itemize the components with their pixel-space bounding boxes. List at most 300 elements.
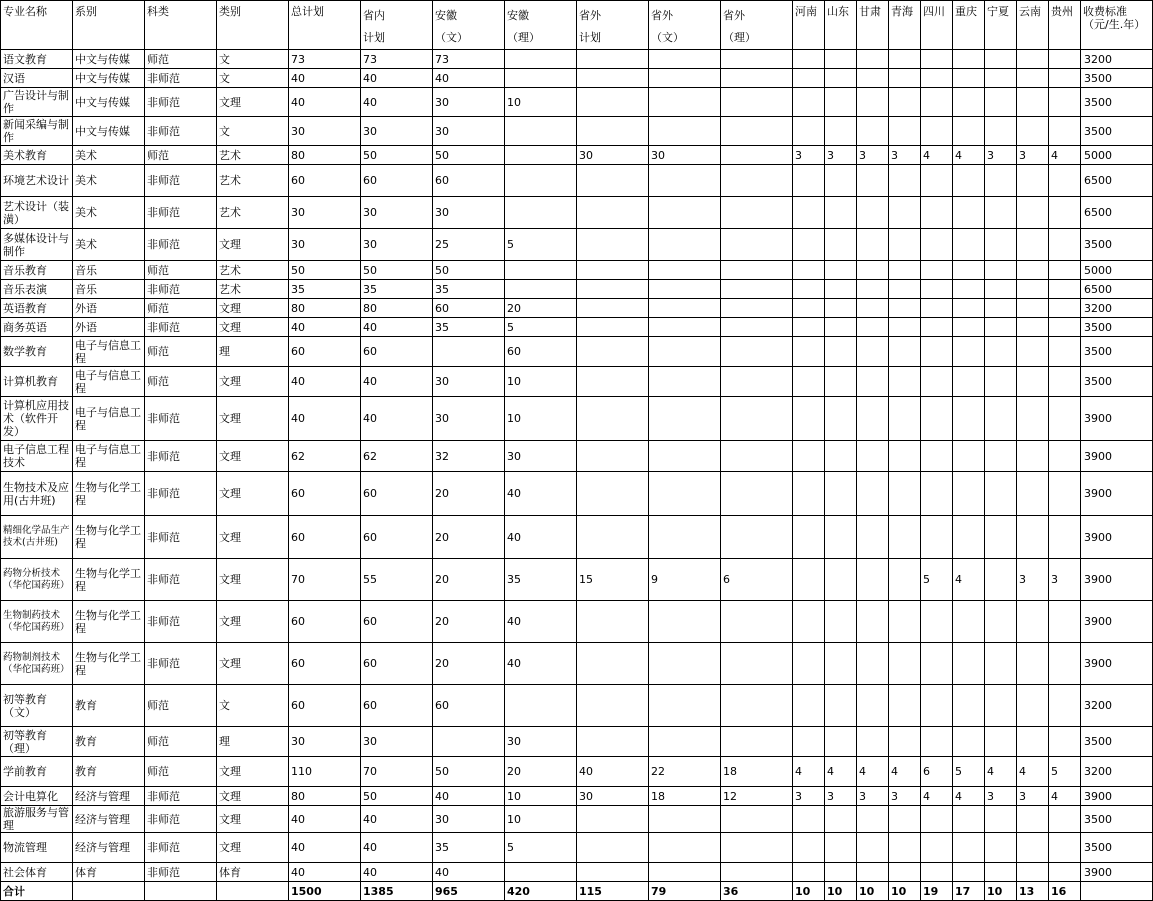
cell-major-name: 旅游服务与管理 (1, 806, 73, 833)
cell-sichuan (921, 833, 953, 863)
cell-out-province-plan: 40 (577, 757, 649, 787)
cell-major-name: 美术教育 (1, 146, 73, 165)
cell-gansu (857, 727, 889, 757)
cell-department: 教育 (73, 757, 145, 787)
cell-shandong (825, 643, 857, 685)
table-row (1, 601, 1153, 643)
cell-guizhou (1049, 727, 1081, 757)
cell-major-name: 生物技术及应用(古井班) (1, 472, 73, 516)
cell-out-province-arts (649, 165, 721, 197)
cell-yunnan (1017, 516, 1049, 559)
cell-program-type: 师范 (145, 337, 217, 367)
cell-gansu (857, 197, 889, 229)
cell-anhui-science (505, 50, 577, 69)
cell-chongqing (953, 50, 985, 69)
cell-anhui-arts: 30 (433, 806, 505, 833)
cell-category: 文 (217, 50, 289, 69)
cell-tuition-fee: 3900 (1081, 787, 1153, 806)
cell-category: 文理 (217, 367, 289, 397)
cell-yunnan (1017, 88, 1049, 117)
cell-gansu (857, 559, 889, 601)
cell-shandong (825, 516, 857, 559)
table-row (1, 50, 1153, 69)
cell-chongqing (953, 441, 985, 472)
cell-gansu (857, 833, 889, 863)
cell-total-plan: 40 (289, 367, 361, 397)
cell-shandong (825, 318, 857, 337)
cell-out-province-plan: 30 (577, 146, 649, 165)
cell-category (217, 882, 289, 901)
cell-major-name: 英语教育 (1, 299, 73, 318)
cell-shandong (825, 601, 857, 643)
cell-in-province-plan: 80 (361, 299, 433, 318)
cell-shandong (825, 833, 857, 863)
cell-henan (793, 50, 825, 69)
cell-tuition-fee: 3900 (1081, 643, 1153, 685)
cell-guizhou (1049, 299, 1081, 318)
cell-program-type: 非师范 (145, 472, 217, 516)
cell-department: 音乐 (73, 280, 145, 299)
header-text: 专业名称 (3, 5, 47, 18)
cell-tuition-fee: 3500 (1081, 727, 1153, 757)
cell-tuition-fee: 3500 (1081, 806, 1153, 833)
cell-program-type: 非师范 (145, 559, 217, 601)
cell-sichuan (921, 472, 953, 516)
cell-tuition-fee: 3900 (1081, 516, 1153, 559)
cell-major-name: 合计 (1, 882, 73, 901)
table-row (1, 337, 1153, 367)
cell-out-province-plan (577, 643, 649, 685)
header-in-province-plan (361, 1, 433, 50)
cell-chongqing (953, 685, 985, 727)
cell-sichuan: 19 (921, 882, 953, 901)
header-text: 计划 (579, 31, 601, 44)
cell-gansu (857, 69, 889, 88)
cell-guizhou (1049, 516, 1081, 559)
cell-out-province-arts: 9 (649, 559, 721, 601)
cell-chongqing (953, 165, 985, 197)
cell-total-plan: 40 (289, 318, 361, 337)
header-text: （理） (507, 31, 540, 44)
cell-ningxia (985, 117, 1017, 146)
cell-out-province-arts (649, 280, 721, 299)
cell-henan (793, 280, 825, 299)
cell-henan (793, 229, 825, 261)
cell-out-province-arts (649, 472, 721, 516)
cell-yunnan: 4 (1017, 757, 1049, 787)
cell-program-type: 非师范 (145, 165, 217, 197)
cell-shandong (825, 806, 857, 833)
cell-gansu (857, 117, 889, 146)
cell-shandong (825, 229, 857, 261)
cell-anhui-arts: 20 (433, 516, 505, 559)
cell-guizhou: 4 (1049, 787, 1081, 806)
header-text: 山东 (827, 5, 849, 18)
cell-out-province-plan (577, 833, 649, 863)
cell-anhui-arts: 965 (433, 882, 505, 901)
cell-guizhou (1049, 685, 1081, 727)
cell-out-province-arts (649, 88, 721, 117)
cell-sichuan (921, 441, 953, 472)
cell-total-plan: 60 (289, 516, 361, 559)
cell-anhui-science: 40 (505, 643, 577, 685)
cell-in-province-plan: 60 (361, 601, 433, 643)
cell-gansu (857, 261, 889, 280)
cell-anhui-science (505, 197, 577, 229)
cell-out-province-plan (577, 516, 649, 559)
cell-yunnan (1017, 337, 1049, 367)
cell-sichuan (921, 397, 953, 441)
cell-in-province-plan: 30 (361, 117, 433, 146)
cell-guizhou (1049, 472, 1081, 516)
cell-shandong (825, 397, 857, 441)
cell-yunnan (1017, 806, 1049, 833)
cell-department: 经济与管理 (73, 806, 145, 833)
cell-out-province-science (721, 685, 793, 727)
cell-guizhou: 4 (1049, 146, 1081, 165)
cell-anhui-arts: 30 (433, 88, 505, 117)
cell-sichuan (921, 299, 953, 318)
cell-chongqing (953, 69, 985, 88)
cell-program-type: 非师范 (145, 441, 217, 472)
cell-out-province-arts (649, 441, 721, 472)
header-text: 类别 (219, 5, 241, 18)
cell-shandong (825, 280, 857, 299)
header-text: （理） (723, 31, 756, 44)
cell-program-type: 非师范 (145, 787, 217, 806)
header-text: 省外 (651, 9, 673, 22)
cell-out-province-plan (577, 280, 649, 299)
cell-in-province-plan: 55 (361, 559, 433, 601)
cell-department: 经济与管理 (73, 833, 145, 863)
cell-anhui-science: 10 (505, 367, 577, 397)
cell-out-province-science (721, 516, 793, 559)
cell-department: 美术 (73, 197, 145, 229)
cell-guizhou: 5 (1049, 757, 1081, 787)
cell-ningxia (985, 88, 1017, 117)
cell-in-province-plan: 30 (361, 727, 433, 757)
cell-tuition-fee: 3900 (1081, 863, 1153, 882)
cell-category: 文 (217, 69, 289, 88)
cell-out-province-science: 6 (721, 559, 793, 601)
cell-out-province-arts (649, 69, 721, 88)
cell-anhui-arts: 20 (433, 601, 505, 643)
cell-yunnan (1017, 601, 1049, 643)
cell-anhui-arts: 30 (433, 197, 505, 229)
cell-henan (793, 261, 825, 280)
cell-department: 电子与信息工程 (73, 337, 145, 367)
cell-gansu (857, 441, 889, 472)
cell-major-name: 商务英语 (1, 318, 73, 337)
cell-out-province-science (721, 472, 793, 516)
header-text: 省外 (579, 9, 601, 22)
cell-out-province-science (721, 69, 793, 88)
cell-out-province-arts (649, 318, 721, 337)
cell-department: 美术 (73, 229, 145, 261)
cell-category: 文理 (217, 516, 289, 559)
cell-tuition-fee: 3900 (1081, 472, 1153, 516)
cell-category: 文理 (217, 601, 289, 643)
cell-gansu: 4 (857, 757, 889, 787)
cell-chongqing (953, 397, 985, 441)
table-row (1, 757, 1153, 787)
cell-gansu (857, 50, 889, 69)
table-row (1, 441, 1153, 472)
cell-total-plan: 40 (289, 863, 361, 882)
cell-ningxia (985, 299, 1017, 318)
cell-anhui-arts (433, 337, 505, 367)
cell-anhui-science (505, 165, 577, 197)
cell-ningxia (985, 197, 1017, 229)
cell-tuition-fee: 3900 (1081, 601, 1153, 643)
cell-chongqing (953, 117, 985, 146)
cell-tuition-fee: 3900 (1081, 441, 1153, 472)
cell-anhui-arts: 60 (433, 685, 505, 727)
cell-shandong (825, 165, 857, 197)
cell-sichuan (921, 88, 953, 117)
cell-out-province-arts (649, 367, 721, 397)
cell-program-type: 非师范 (145, 229, 217, 261)
cell-department: 音乐 (73, 261, 145, 280)
cell-department (73, 882, 145, 901)
cell-anhui-arts: 50 (433, 261, 505, 280)
cell-total-plan: 40 (289, 806, 361, 833)
cell-anhui-science: 20 (505, 757, 577, 787)
cell-gansu (857, 397, 889, 441)
cell-sichuan (921, 280, 953, 299)
cell-gansu (857, 367, 889, 397)
cell-guizhou (1049, 806, 1081, 833)
cell-sichuan (921, 165, 953, 197)
cell-total-plan: 110 (289, 757, 361, 787)
cell-in-province-plan: 70 (361, 757, 433, 787)
cell-henan (793, 337, 825, 367)
cell-out-province-plan (577, 165, 649, 197)
cell-anhui-science (505, 69, 577, 88)
cell-out-province-science (721, 643, 793, 685)
header-gansu (857, 1, 889, 50)
cell-shandong: 10 (825, 882, 857, 901)
cell-yunnan: 3 (1017, 787, 1049, 806)
cell-out-province-plan (577, 601, 649, 643)
cell-major-name: 数学教育 (1, 337, 73, 367)
total-row (1, 882, 1153, 901)
header-shandong (825, 1, 857, 50)
cell-ningxia (985, 472, 1017, 516)
cell-category: 艺术 (217, 280, 289, 299)
cell-shandong (825, 863, 857, 882)
table-row (1, 367, 1153, 397)
cell-ningxia (985, 397, 1017, 441)
cell-in-province-plan: 40 (361, 397, 433, 441)
cell-category: 文理 (217, 806, 289, 833)
cell-category: 文理 (217, 559, 289, 601)
cell-out-province-arts (649, 117, 721, 146)
cell-anhui-arts: 35 (433, 280, 505, 299)
cell-qinghai (889, 397, 921, 441)
cell-guizhou (1049, 117, 1081, 146)
cell-shandong (825, 50, 857, 69)
cell-gansu (857, 88, 889, 117)
cell-category: 文理 (217, 833, 289, 863)
cell-yunnan (1017, 280, 1049, 299)
cell-major-name: 电子信息工程技术 (1, 441, 73, 472)
cell-guizhou (1049, 337, 1081, 367)
cell-guizhou (1049, 69, 1081, 88)
cell-tuition-fee: 6500 (1081, 165, 1153, 197)
cell-out-province-science (721, 727, 793, 757)
cell-henan (793, 472, 825, 516)
header-out-province-arts (649, 1, 721, 50)
cell-shandong (825, 69, 857, 88)
cell-tuition-fee: 3900 (1081, 559, 1153, 601)
cell-major-name: 汉语 (1, 69, 73, 88)
cell-gansu (857, 863, 889, 882)
cell-program-type: 非师范 (145, 117, 217, 146)
cell-henan (793, 863, 825, 882)
cell-anhui-science: 35 (505, 559, 577, 601)
cell-category: 文理 (217, 299, 289, 318)
cell-yunnan (1017, 318, 1049, 337)
cell-ningxia (985, 863, 1017, 882)
cell-yunnan (1017, 643, 1049, 685)
cell-gansu (857, 685, 889, 727)
cell-shandong (825, 197, 857, 229)
cell-qinghai (889, 643, 921, 685)
cell-anhui-science (505, 280, 577, 299)
table-row (1, 685, 1153, 727)
cell-total-plan: 40 (289, 88, 361, 117)
table-row (1, 69, 1153, 88)
header-text: 科类 (147, 5, 169, 18)
cell-out-province-arts (649, 727, 721, 757)
cell-anhui-arts: 20 (433, 643, 505, 685)
cell-qinghai (889, 516, 921, 559)
cell-tuition-fee: 6500 (1081, 197, 1153, 229)
cell-out-province-arts (649, 397, 721, 441)
table-row (1, 727, 1153, 757)
cell-anhui-science: 10 (505, 806, 577, 833)
cell-chongqing (953, 863, 985, 882)
cell-chongqing (953, 643, 985, 685)
cell-gansu (857, 601, 889, 643)
header-sichuan (921, 1, 953, 50)
cell-category: 文理 (217, 88, 289, 117)
cell-tuition-fee (1081, 882, 1153, 901)
cell-major-name: 计算机应用技术（软件开发） (1, 397, 73, 441)
cell-gansu (857, 229, 889, 261)
cell-program-type: 师范 (145, 50, 217, 69)
cell-sichuan: 4 (921, 146, 953, 165)
header-yunnan (1017, 1, 1049, 50)
cell-out-province-arts (649, 643, 721, 685)
cell-in-province-plan: 60 (361, 165, 433, 197)
cell-qinghai: 3 (889, 787, 921, 806)
cell-ningxia (985, 559, 1017, 601)
cell-anhui-arts: 40 (433, 69, 505, 88)
cell-qinghai (889, 601, 921, 643)
cell-qinghai (889, 685, 921, 727)
cell-category: 艺术 (217, 197, 289, 229)
cell-total-plan: 40 (289, 69, 361, 88)
cell-program-type: 师范 (145, 685, 217, 727)
cell-henan (793, 516, 825, 559)
cell-guizhou (1049, 280, 1081, 299)
cell-qinghai (889, 88, 921, 117)
cell-program-type: 非师范 (145, 69, 217, 88)
header-row (1, 1, 1153, 50)
cell-chongqing: 4 (953, 787, 985, 806)
cell-sichuan (921, 50, 953, 69)
cell-anhui-arts: 20 (433, 559, 505, 601)
cell-ningxia (985, 261, 1017, 280)
cell-total-plan: 60 (289, 601, 361, 643)
cell-sichuan (921, 516, 953, 559)
header-qinghai (889, 1, 921, 50)
cell-sichuan (921, 806, 953, 833)
cell-category: 文理 (217, 787, 289, 806)
cell-department: 生物与化学工程 (73, 559, 145, 601)
cell-chongqing (953, 318, 985, 337)
cell-tuition-fee: 3500 (1081, 229, 1153, 261)
cell-yunnan (1017, 833, 1049, 863)
header-text: 甘肃 (859, 5, 881, 18)
table-row (1, 165, 1153, 197)
cell-total-plan: 60 (289, 472, 361, 516)
cell-anhui-arts: 30 (433, 367, 505, 397)
cell-ningxia (985, 318, 1017, 337)
cell-out-province-science (721, 299, 793, 318)
cell-in-province-plan: 40 (361, 367, 433, 397)
cell-chongqing (953, 833, 985, 863)
cell-category: 体育 (217, 863, 289, 882)
cell-tuition-fee: 3500 (1081, 367, 1153, 397)
table-row (1, 472, 1153, 516)
cell-ningxia (985, 685, 1017, 727)
cell-in-province-plan: 40 (361, 88, 433, 117)
cell-ningxia (985, 229, 1017, 261)
cell-department: 电子与信息工程 (73, 367, 145, 397)
cell-yunnan (1017, 472, 1049, 516)
cell-henan (793, 318, 825, 337)
cell-program-type: 师范 (145, 367, 217, 397)
cell-guizhou: 3 (1049, 559, 1081, 601)
cell-ningxia: 10 (985, 882, 1017, 901)
cell-chongqing (953, 299, 985, 318)
cell-sichuan (921, 643, 953, 685)
cell-anhui-science (505, 261, 577, 280)
cell-in-province-plan: 60 (361, 643, 433, 685)
cell-department: 经济与管理 (73, 787, 145, 806)
cell-out-province-science (721, 806, 793, 833)
cell-out-province-science (721, 261, 793, 280)
header-out-province-plan (577, 1, 649, 50)
cell-anhui-science (505, 863, 577, 882)
header-out-province-science (721, 1, 793, 50)
cell-total-plan: 60 (289, 685, 361, 727)
cell-henan (793, 441, 825, 472)
header-ningxia (985, 1, 1017, 50)
cell-out-province-plan (577, 197, 649, 229)
cell-tuition-fee: 3900 (1081, 397, 1153, 441)
cell-program-type: 非师范 (145, 643, 217, 685)
cell-anhui-arts: 25 (433, 229, 505, 261)
cell-category: 艺术 (217, 261, 289, 280)
cell-qinghai: 10 (889, 882, 921, 901)
cell-total-plan: 80 (289, 787, 361, 806)
header-text: 青海 (891, 5, 913, 18)
cell-gansu (857, 299, 889, 318)
